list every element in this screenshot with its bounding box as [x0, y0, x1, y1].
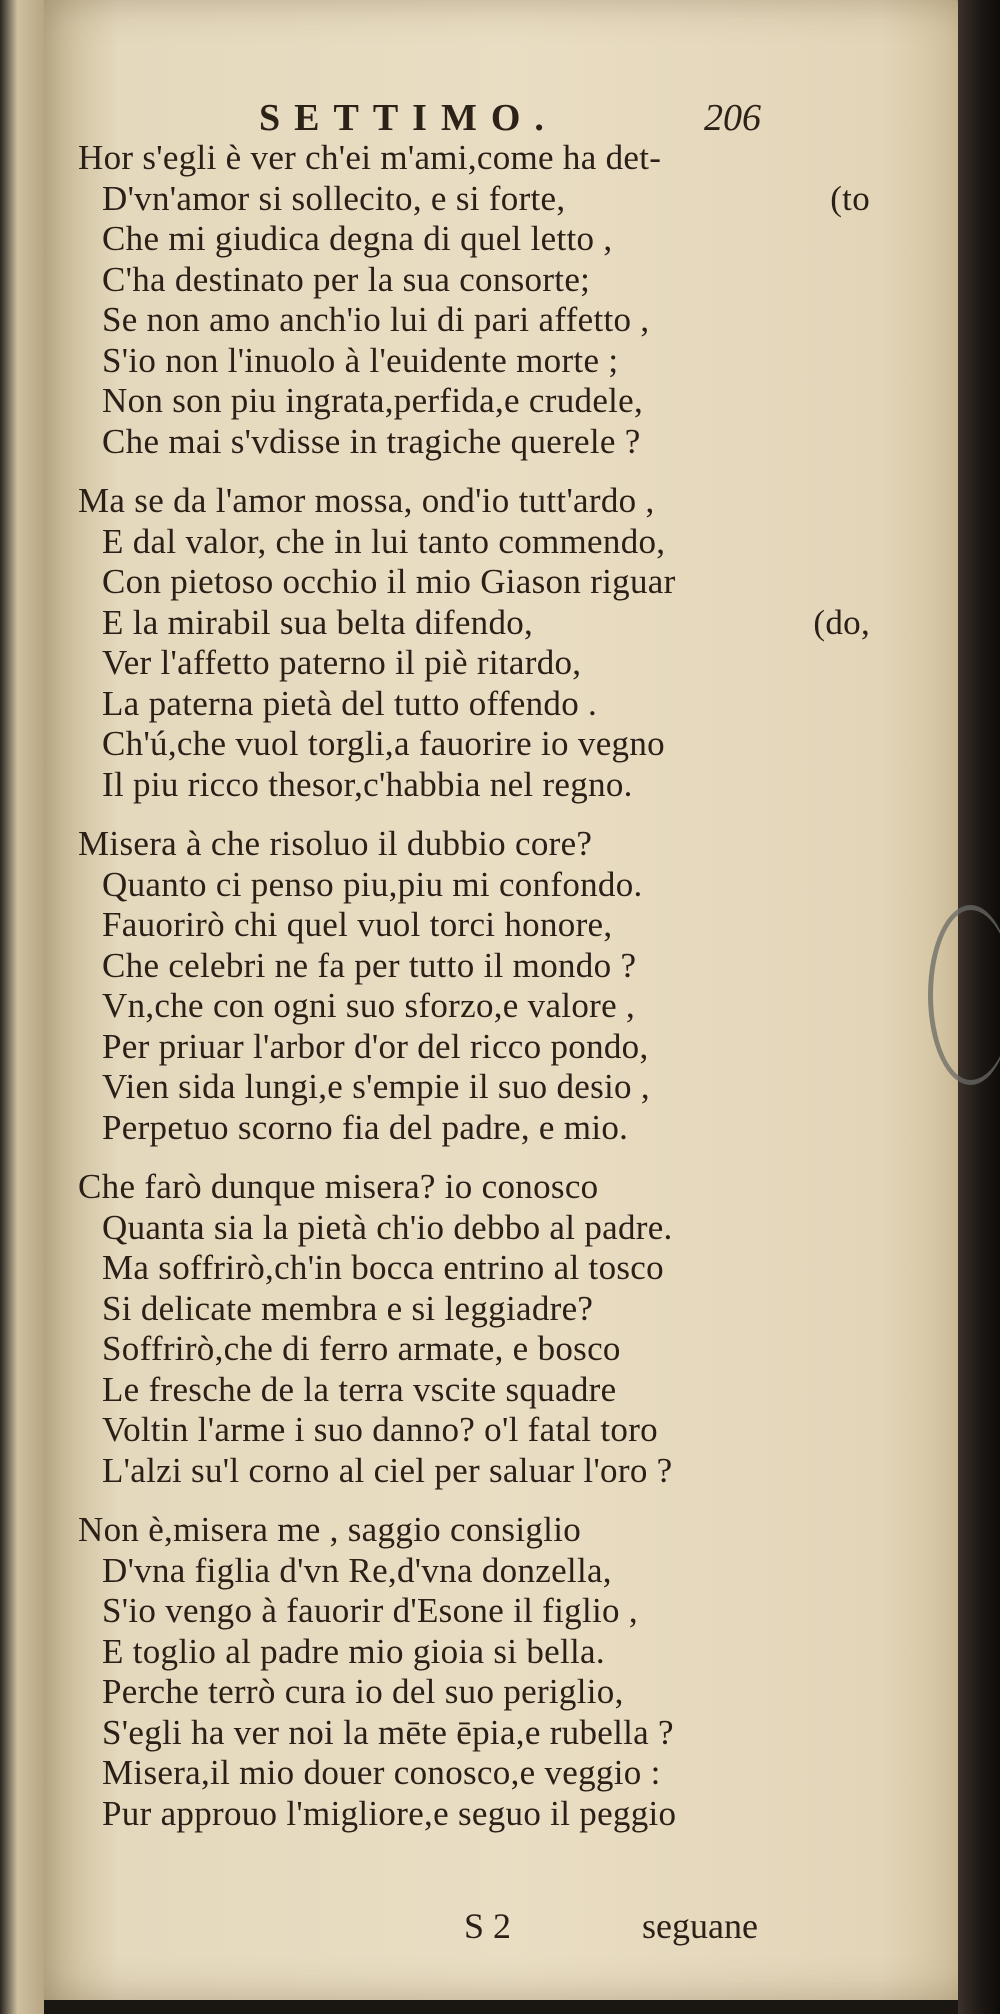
verse-text: S'egli ha ver noi la mēte ēpia,e rubella ?	[102, 1712, 674, 1752]
verse-line	[78, 724, 888, 765]
verse-line	[78, 1410, 888, 1451]
verse-text: Ver l'affetto paterno il piè ritardo,	[102, 643, 582, 682]
verse-line	[78, 300, 888, 341]
verse-text: Con pietoso occhio il mio Giason riguar	[102, 562, 676, 601]
verse-line	[78, 341, 888, 382]
verse-text: C'ha destinato per la sua consorte;	[102, 259, 591, 299]
signature-mark: S 2	[464, 1906, 512, 1946]
verse-line	[78, 1208, 888, 1249]
verse-line	[78, 1794, 888, 1835]
catchword: seguane	[642, 1906, 758, 1946]
book-page	[44, 0, 974, 2000]
turnover-word: (do,	[813, 602, 870, 642]
verse-text: Ch'ú,che vuol torgli,a fauorire io vegno	[102, 724, 665, 763]
verse-text: S'io non l'inuolo à l'euidente morte ;	[102, 340, 619, 380]
verse-text: Perche terrò cura io del suo periglio,	[102, 1672, 624, 1711]
verse-line	[78, 1329, 888, 1370]
verse-line	[78, 1289, 888, 1330]
verse-text: E toglio al padre mio gioia si bella.	[102, 1631, 605, 1671]
verse-text: Vien sida lungi,e s'empie il suo desio ,	[102, 1067, 650, 1106]
verse-line	[78, 1108, 888, 1149]
verse-line	[78, 1591, 888, 1632]
verse-line	[78, 1551, 888, 1592]
verse-line	[78, 684, 888, 725]
verse-line	[78, 1027, 888, 1068]
verse-line	[78, 1167, 888, 1208]
verse-line	[78, 219, 888, 260]
verse-line	[78, 522, 888, 563]
verse-text: Quanto ci penso piu,piu mi confondo.	[102, 864, 643, 904]
verse-text: Perpetuo scorno fia del padre, e mio.	[102, 1107, 629, 1147]
verse-text: Se non amo anch'io lui di pari affetto ,	[102, 300, 650, 339]
page-number: 206	[704, 97, 761, 139]
verse-text: La paterna pietà del tutto offendo .	[102, 683, 598, 723]
verse-text: E la mirabil sua belta difendo,	[102, 602, 534, 642]
verse-line	[78, 946, 888, 987]
turnover-word: (to	[830, 178, 870, 218]
verse-text: Misera à che risoluo il dubbio core?	[78, 824, 593, 863]
verse-text: Quanta sia la pietà ch'io debbo al padre.	[102, 1207, 673, 1247]
verse-line	[78, 1370, 888, 1411]
verse-line	[78, 422, 888, 463]
verse-text: L'alzi su'l corno al ciel per saluar l'oro ?	[102, 1450, 673, 1490]
stanza	[78, 138, 888, 462]
verse-text: Non son piu ingrata,perfida,e crudele,	[102, 381, 644, 420]
stanza	[78, 481, 888, 805]
verse-text: Si delicate membra e si leggiadre?	[102, 1288, 594, 1328]
verse-line	[78, 986, 888, 1027]
verse-text: Misera,il mio douer conosco,e veggio :	[102, 1753, 661, 1792]
verse-line	[78, 1248, 888, 1289]
bleed-through-text	[4, 320, 40, 1960]
verse-text: Che mi giudica degna di quel letto ,	[102, 219, 613, 258]
verse-text: Vn,che con ogni suo sforzo,e valore ,	[102, 986, 636, 1025]
verse-text: D'vna figlia d'vn Re,d'vna donzella,	[102, 1550, 612, 1590]
running-title: SETTIMO.	[259, 97, 558, 139]
verse-line	[78, 381, 888, 422]
left-page-edge	[0, 0, 44, 2014]
verse-text: Fauorirò chi quel vuol torci honore,	[102, 905, 613, 944]
verse-text: Pur approuo l'migliore,e seguo il peggio	[102, 1793, 677, 1833]
stanza	[78, 1167, 888, 1491]
verse-text: Il piu ricco thesor,c'habbia nel regno.	[102, 764, 633, 804]
verse-line	[78, 1672, 888, 1713]
verse-text: Non è,misera me , saggio consiglio	[78, 1510, 582, 1549]
verse-line	[78, 1067, 888, 1108]
verse-line	[78, 765, 888, 806]
page-footer	[44, 1905, 974, 1951]
verse-text: Ma se da l'amor mossa, ond'io tutt'ardo ,	[78, 481, 655, 520]
verse-line	[78, 1713, 888, 1754]
verse-line	[78, 1753, 888, 1794]
verse-text: S'io vengo à fauorir d'Esone il figlio ,	[102, 1591, 638, 1630]
verse-line	[78, 1510, 888, 1551]
verse-line	[78, 824, 888, 865]
verse-line	[78, 260, 888, 301]
verse-line	[78, 562, 888, 603]
stanza	[78, 1510, 888, 1834]
verse-line	[78, 603, 888, 644]
verse-text: Soffrirò,che di ferro armate, e bosco	[102, 1329, 621, 1368]
verse-line	[78, 865, 888, 906]
verse-line	[78, 905, 888, 946]
verse-text: Che farò dunque misera? io conosco	[78, 1167, 599, 1206]
verse-line	[78, 643, 888, 684]
verse-text: Le fresche de la terra vscite squadre	[102, 1369, 617, 1409]
verse-line	[78, 1451, 888, 1492]
verse-line	[78, 179, 888, 220]
verse-text: Voltin l'arme i suo danno? o'l fatal toro	[102, 1410, 658, 1449]
verse-line	[78, 481, 888, 522]
verse-text: Che mai s'vdisse in tragiche querele ?	[102, 421, 641, 461]
verse-text: Ma soffrirò,ch'in bocca entrino al tosco	[102, 1248, 664, 1287]
verse-text: Hor s'egli è ver ch'ei m'ami,come ha det-	[78, 138, 662, 177]
verse-line	[78, 1632, 888, 1673]
poem-text	[78, 138, 888, 1853]
verse-text: D'vn'amor si sollecito, e si forte,	[102, 178, 566, 218]
stanza	[78, 824, 888, 1148]
verse-text: Per priuar l'arbor d'or del ricco pondo,	[102, 1026, 649, 1066]
verse-text: E dal valor, che in lui tanto commendo,	[102, 521, 666, 561]
verse-text: Che celebri ne fa per tutto il mondo ?	[102, 945, 637, 985]
verse-line	[78, 138, 888, 179]
